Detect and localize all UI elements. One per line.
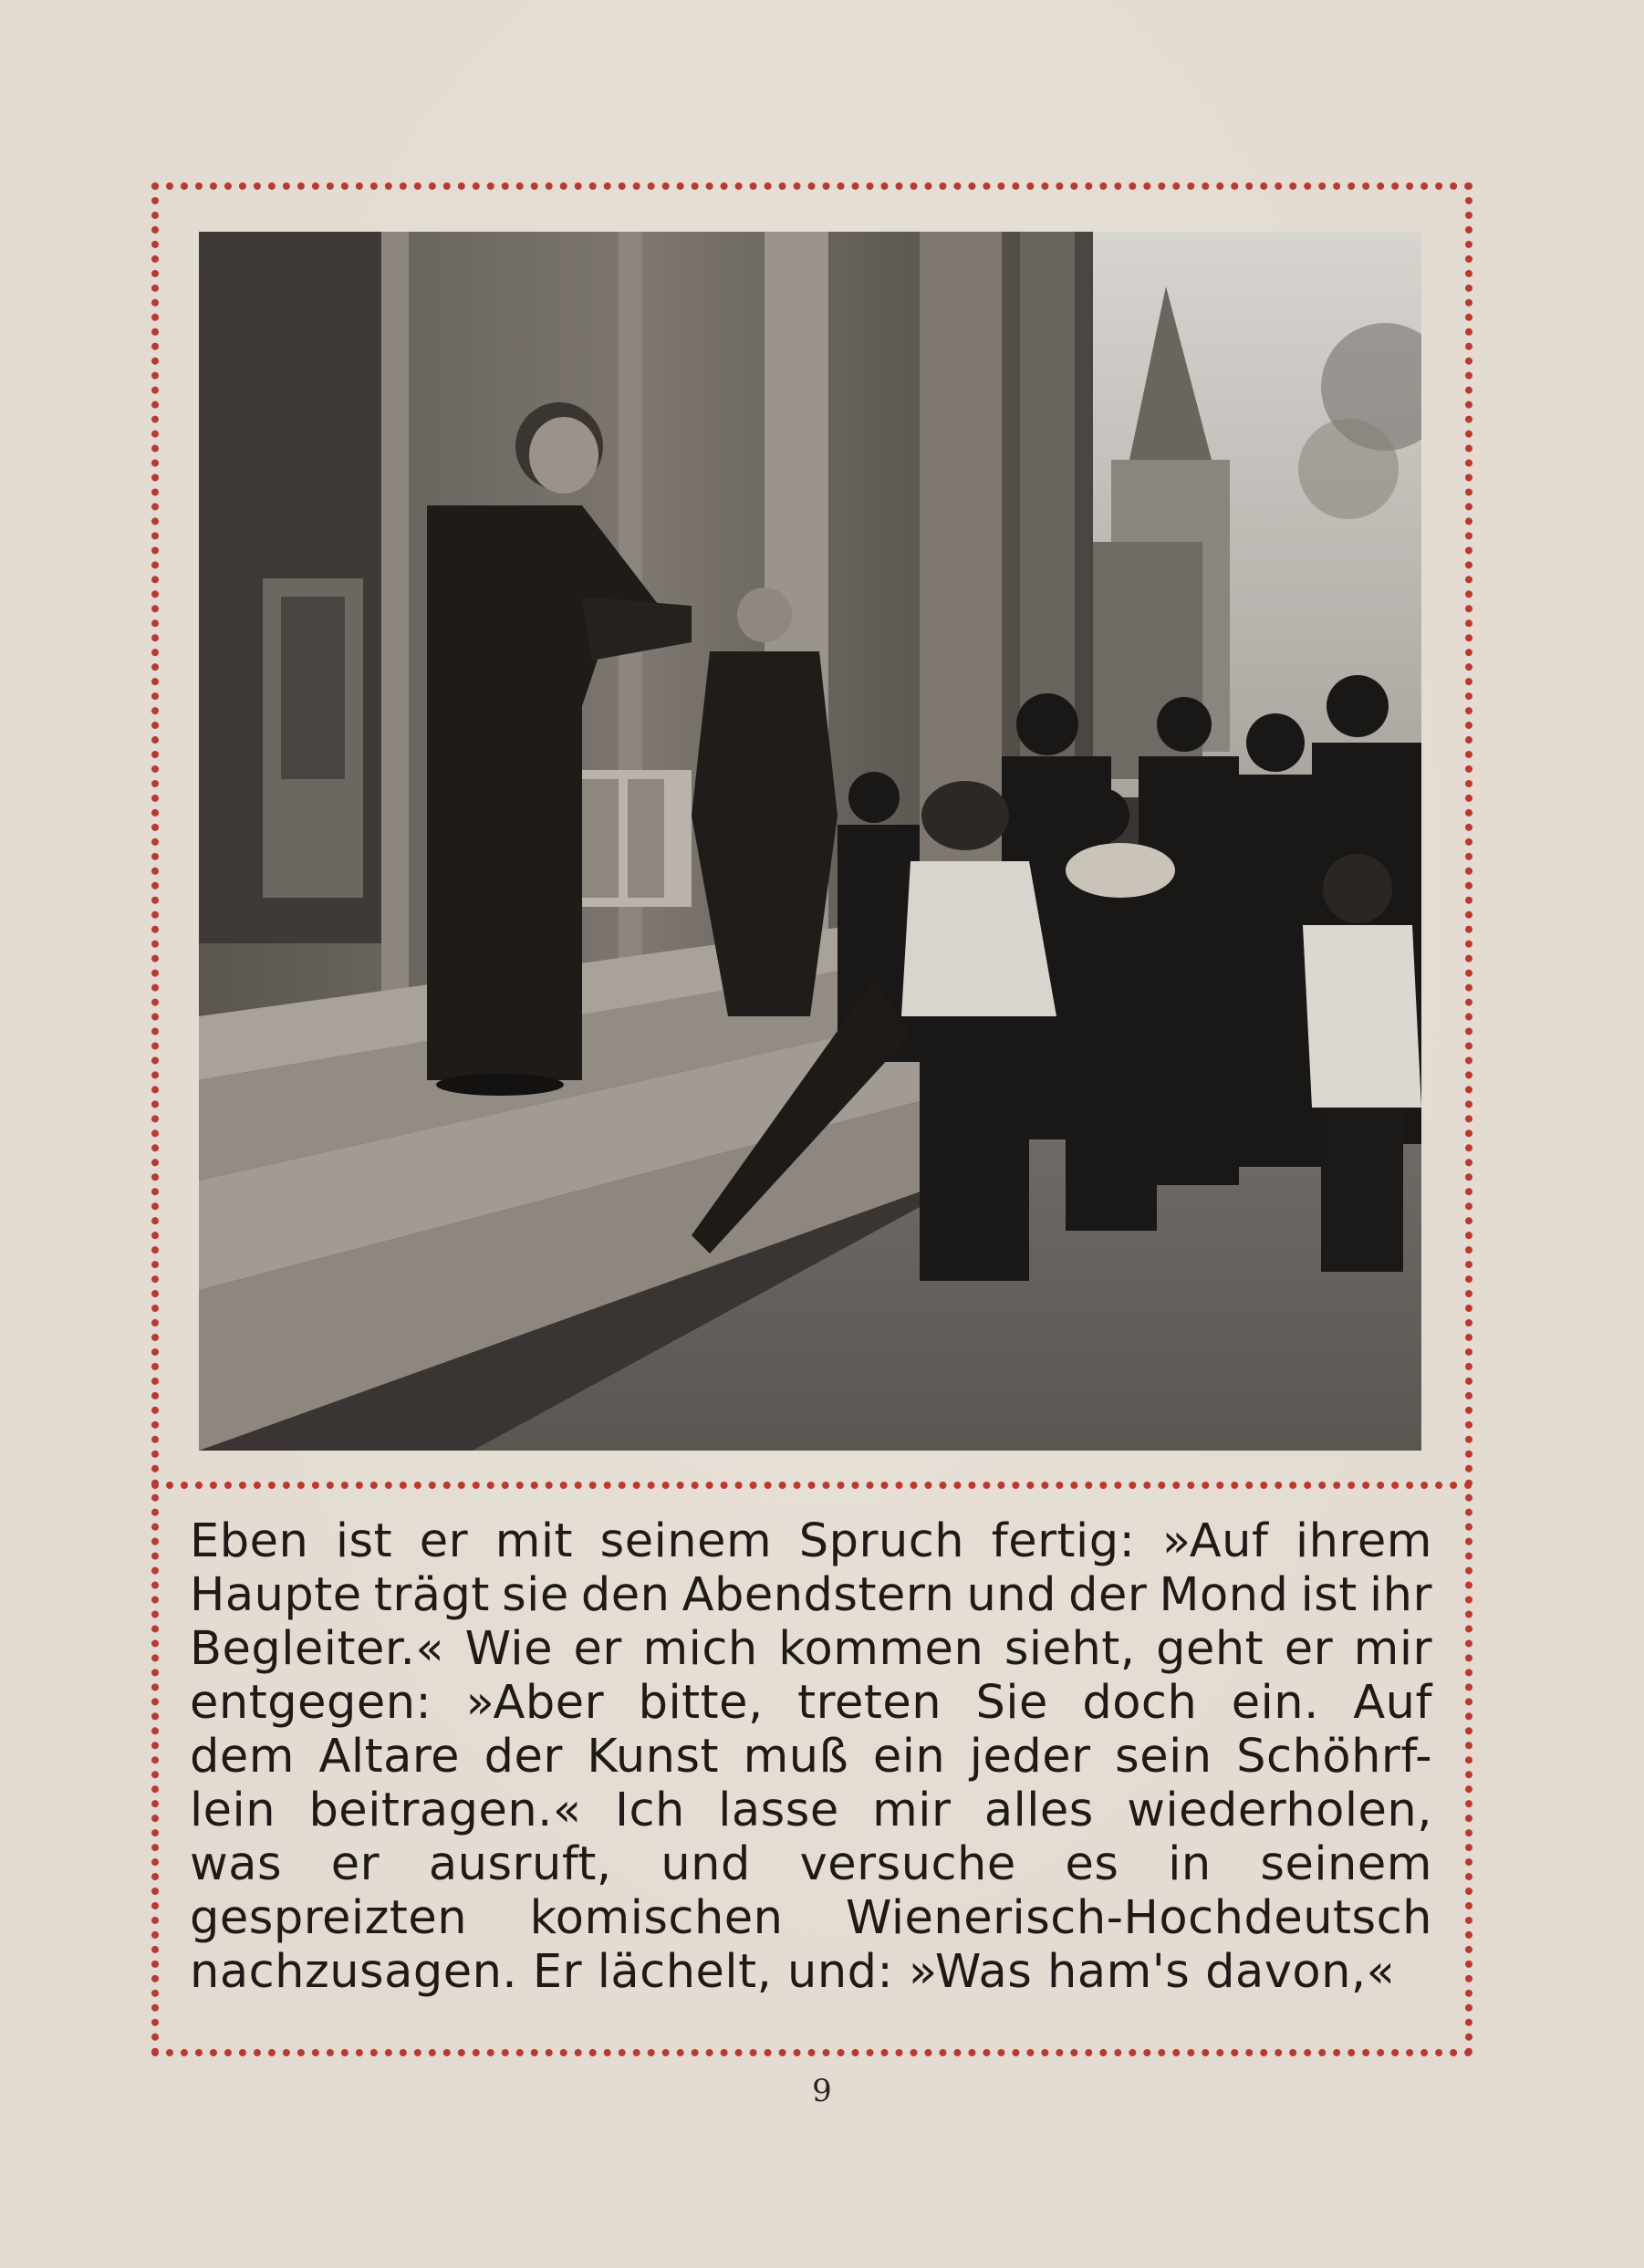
- word: mich: [642, 1622, 758, 1676]
- word: dem: [190, 1730, 295, 1784]
- word: Mond: [1159, 1568, 1289, 1622]
- word: Spruch: [798, 1514, 965, 1568]
- word: was: [190, 1837, 283, 1891]
- word: ein.: [1231, 1676, 1319, 1730]
- word: alles: [983, 1784, 1094, 1837]
- word: ihr: [1368, 1568, 1432, 1622]
- text-line: [190, 1891, 1432, 1945]
- word: ist: [1300, 1568, 1358, 1622]
- word: bitte,: [638, 1676, 764, 1730]
- word: seinem: [599, 1514, 773, 1568]
- word: mir: [872, 1784, 952, 1837]
- word: lasse: [718, 1784, 839, 1837]
- word: entgegen:: [190, 1676, 432, 1730]
- word: komischen: [529, 1891, 784, 1945]
- word: und: [966, 1568, 1056, 1622]
- word: Wienerisch-Hochdeutsch: [846, 1891, 1432, 1945]
- word: ausruft,: [428, 1837, 612, 1891]
- page-number: 9: [812, 2073, 832, 2109]
- text-line: [190, 1514, 1432, 1568]
- word: doch: [1082, 1676, 1198, 1730]
- word: versuche: [799, 1837, 1016, 1891]
- word: er: [1284, 1622, 1334, 1676]
- word: Wie: [464, 1622, 553, 1676]
- word: Sie: [975, 1676, 1048, 1730]
- word: mir: [1353, 1622, 1432, 1676]
- word: sein: [1115, 1730, 1212, 1784]
- word: sie: [502, 1568, 569, 1622]
- word: kommen: [778, 1622, 984, 1676]
- word: der: [484, 1730, 563, 1784]
- word: Kunst: [587, 1730, 720, 1784]
- dotted-divider: [151, 1482, 1472, 1489]
- text-line: [190, 1568, 1432, 1622]
- word: treten: [797, 1676, 942, 1730]
- word: der: [1068, 1568, 1148, 1622]
- word: er: [419, 1514, 469, 1568]
- word: mit: [494, 1514, 574, 1568]
- word: trägt: [373, 1568, 490, 1622]
- word: Auf: [1353, 1676, 1432, 1730]
- text-line: [190, 1837, 1432, 1891]
- word: Abendstern: [682, 1568, 955, 1622]
- word: gespreizten: [190, 1891, 468, 1945]
- text-line: nachzusagen. Er lächelt, und: »Was ham's davon,«: [190, 1945, 1396, 1999]
- word: ist: [335, 1514, 393, 1568]
- photograph-illustration: [199, 232, 1421, 1451]
- text-line: [190, 1676, 1432, 1730]
- word: Begleiter.«: [190, 1622, 445, 1676]
- text-line: [190, 1622, 1432, 1676]
- word: muß: [743, 1730, 849, 1784]
- word: »Aber: [465, 1676, 605, 1730]
- word: es: [1065, 1837, 1119, 1891]
- street-scene-photograph: [199, 232, 1421, 1451]
- word: Eben: [190, 1514, 309, 1568]
- word: seinem: [1260, 1837, 1432, 1891]
- word: Schöhrf-: [1236, 1730, 1432, 1784]
- word: Altare: [318, 1730, 461, 1784]
- body-text: [190, 1514, 1432, 2025]
- word: er: [330, 1837, 380, 1891]
- word: wiederholen,: [1127, 1784, 1432, 1837]
- word: sieht,: [1004, 1622, 1136, 1676]
- word: und: [661, 1837, 751, 1891]
- word: beitragen.«: [308, 1784, 582, 1837]
- word: er: [573, 1622, 622, 1676]
- word: in: [1168, 1837, 1212, 1891]
- text-line: [190, 1784, 1432, 1837]
- word: geht: [1156, 1622, 1264, 1676]
- word: Haupte: [190, 1568, 362, 1622]
- word: den: [580, 1568, 671, 1622]
- word: Ich: [614, 1784, 685, 1837]
- word: fertig:: [991, 1514, 1136, 1568]
- word: lein: [190, 1784, 276, 1837]
- word: »Auf: [1161, 1514, 1269, 1568]
- text-line: [190, 1730, 1432, 1784]
- word: ein: [872, 1730, 946, 1784]
- word: ihrem: [1295, 1514, 1432, 1568]
- word: jeder: [969, 1730, 1091, 1784]
